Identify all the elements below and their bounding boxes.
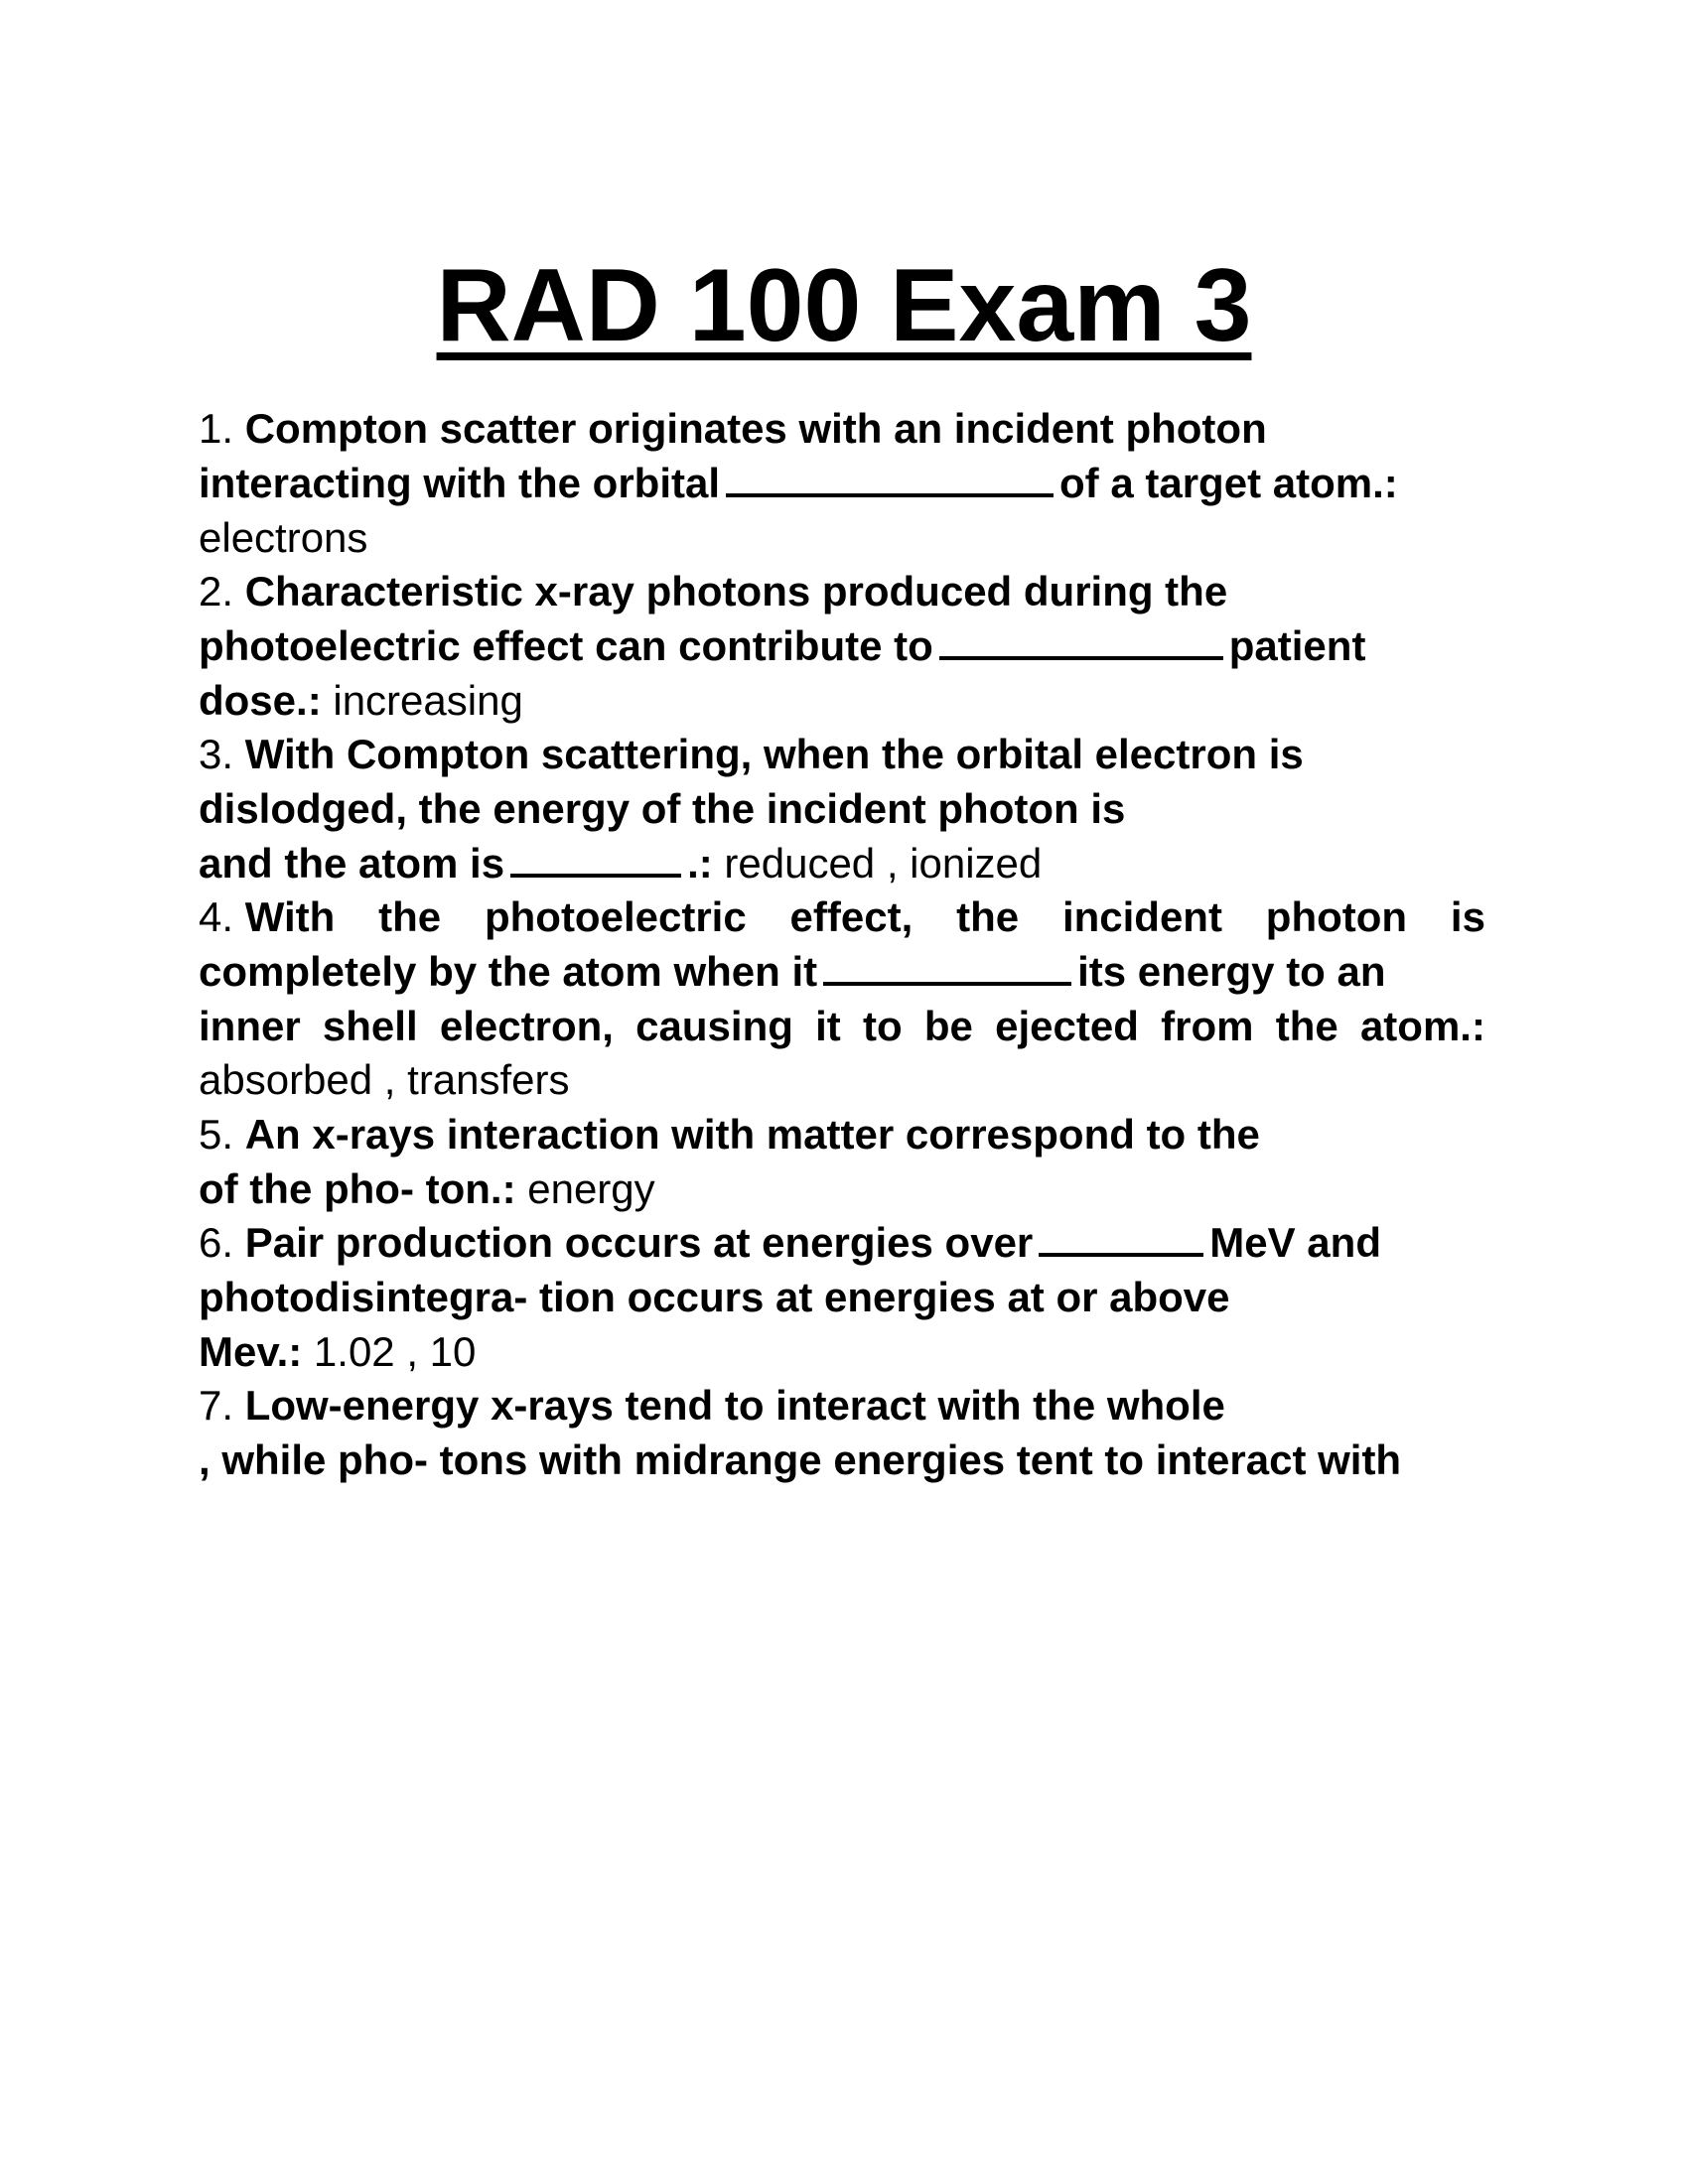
question-word: photon xyxy=(1265,893,1408,940)
question-word: it xyxy=(815,1003,841,1049)
answer-text: 1.02 , 10 xyxy=(313,1328,477,1375)
question-word: With xyxy=(244,893,336,940)
question-word: atom.: xyxy=(1359,1003,1485,1049)
question-prompt: .: xyxy=(687,840,713,887)
question-3-line-2 xyxy=(199,783,1485,835)
answer-text: energy xyxy=(527,1165,655,1212)
question-4-answer xyxy=(199,1054,1485,1106)
question-number: 3. xyxy=(199,731,234,777)
question-word: the xyxy=(378,893,442,940)
question-2-line-3 xyxy=(199,675,1485,727)
question-number: 5. xyxy=(199,1111,234,1158)
question-1-line-2 xyxy=(199,458,1485,509)
question-text: interacting with the orbital xyxy=(199,460,721,506)
question-word: inner xyxy=(199,1003,301,1049)
question-text: MeV and xyxy=(1209,1219,1381,1266)
answer-text: reduced , ionized xyxy=(724,840,1043,887)
question-prompt: of the pho- ton.: xyxy=(199,1165,516,1212)
question-number: 7. xyxy=(199,1382,234,1429)
question-2-line-2 xyxy=(199,620,1485,672)
question-word: incident xyxy=(1061,893,1222,940)
question-word: to xyxy=(863,1003,903,1049)
question-word: be xyxy=(923,1003,973,1049)
question-text: photodisintegra- tion occurs at energies at or above xyxy=(199,1274,1230,1320)
question-word: is xyxy=(1450,893,1485,940)
question-number: 1. xyxy=(199,405,234,452)
question-5-line-2 xyxy=(199,1163,1485,1215)
question-word: the xyxy=(956,893,1020,940)
question-text: its energy to an xyxy=(1077,948,1386,995)
question-6-line-2 xyxy=(199,1272,1485,1323)
question-4-line-1 xyxy=(199,891,1485,943)
question-word: effect, xyxy=(789,893,914,940)
question-word: the xyxy=(1275,1003,1338,1049)
question-text: , while pho- tons with midrange energies tent to interact with xyxy=(199,1436,1402,1483)
question-1-answer xyxy=(199,512,1485,564)
page-title: RAD 100 Exam 3 xyxy=(436,248,1252,363)
question-3-line-3 xyxy=(199,838,1485,889)
question-text: photoelectric effect can contribute to xyxy=(199,622,933,669)
question-prompt: dose.: xyxy=(199,677,322,724)
question-2-line-1 xyxy=(199,566,1485,617)
answer-blank xyxy=(823,948,1071,986)
question-word: from xyxy=(1161,1003,1254,1049)
question-prompt: Mev.: xyxy=(199,1328,303,1375)
question-number-and-first-word xyxy=(199,891,335,943)
question-word: photoelectric xyxy=(484,893,747,940)
question-text: With Compton scattering, when the orbital electron is xyxy=(244,731,1304,777)
question-word: ejected xyxy=(995,1003,1139,1049)
question-text: patient xyxy=(1228,622,1366,669)
question-text: An x-rays interaction with matter correspond to the xyxy=(244,1111,1260,1158)
question-6-line-3 xyxy=(199,1326,1485,1378)
answer-text: increasing xyxy=(333,677,523,724)
answer-blank xyxy=(1039,1219,1203,1257)
question-3-line-1 xyxy=(199,729,1485,780)
question-4-line-2 xyxy=(199,946,1485,998)
answer-blank xyxy=(726,460,1054,497)
question-word: causing xyxy=(635,1003,793,1049)
answer-text: electrons xyxy=(199,514,368,561)
question-text: Low-energy x-rays tend to interact with the whole xyxy=(244,1382,1225,1429)
question-text: dislodged, the energy of the incident photon is xyxy=(199,785,1126,832)
question-text: Characteristic x-ray photons produced during the xyxy=(244,568,1228,614)
question-text: Compton scatter originates with an incident photon xyxy=(244,405,1267,452)
question-text: completely by the atom when it xyxy=(199,948,818,995)
question-number: 2. xyxy=(199,568,234,614)
question-text: of a target atom.: xyxy=(1059,460,1398,506)
answer-text: absorbed , transfers xyxy=(199,1056,570,1103)
question-1-line-1 xyxy=(199,403,1485,455)
question-text: Pair production occurs at energies over xyxy=(244,1219,1034,1266)
question-5-line-1 xyxy=(199,1109,1485,1160)
question-word: electron, xyxy=(439,1003,614,1049)
question-number: 6. xyxy=(199,1219,234,1266)
question-7-line-2 xyxy=(199,1434,1485,1486)
question-word: shell xyxy=(322,1003,418,1049)
answer-blank xyxy=(939,622,1223,660)
answer-blank xyxy=(510,840,681,878)
question-text: and the atom is xyxy=(199,840,505,887)
question-number: 4. xyxy=(199,893,234,940)
question-4-line-3 xyxy=(199,1001,1485,1052)
question-6-line-1 xyxy=(199,1217,1485,1269)
question-7-line-1 xyxy=(199,1380,1485,1432)
